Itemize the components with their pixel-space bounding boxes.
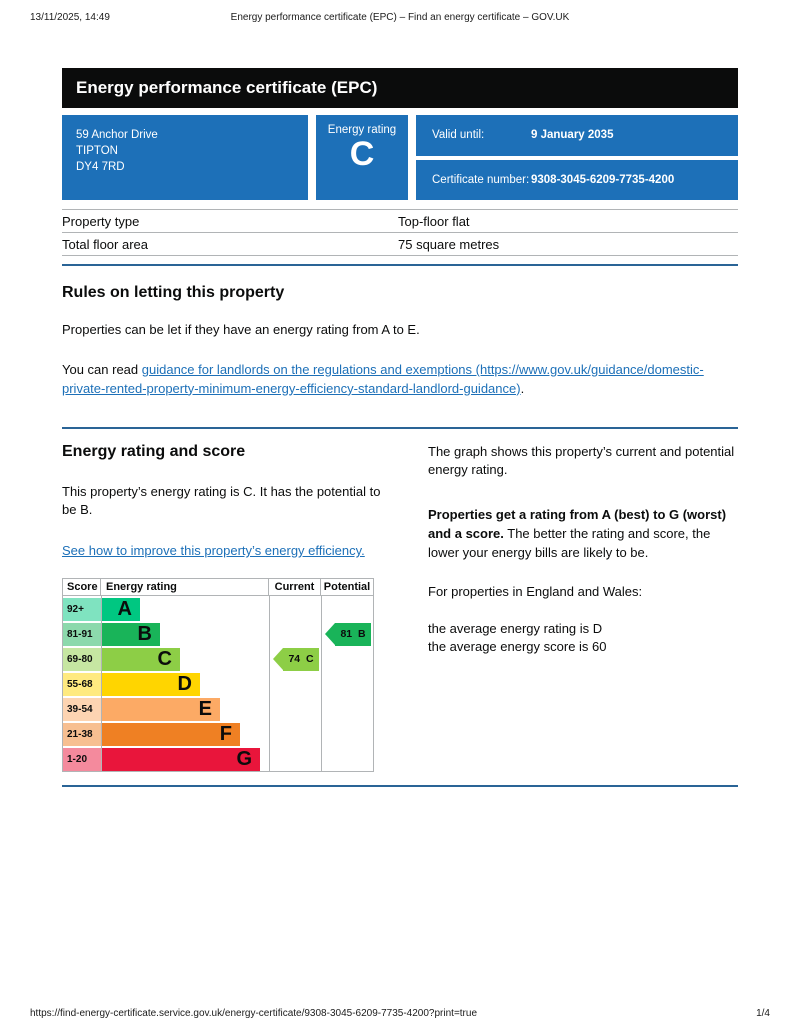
chart-column-score: Score: [63, 579, 101, 595]
address-line-1: 59 Anchor Drive: [76, 129, 158, 141]
rating-section-right: [428, 443, 738, 773]
floor-area-value: 75 square metres: [398, 236, 500, 252]
graph-explainer-paragraph: The graph shows this property’s current and potential energy rating.: [428, 443, 735, 478]
rating-section-left: [62, 443, 398, 773]
print-datetime: 13/11/2025, 14:49: [30, 12, 110, 23]
print-footer: [30, 1008, 770, 1019]
epc-band-row: [63, 748, 260, 771]
guidance-text-suffix: .: [520, 380, 525, 396]
page-title: Energy performance certificate (EPC): [62, 68, 738, 108]
epc-band-row: [63, 698, 220, 721]
epc-chart-body: [63, 596, 373, 771]
certificate-number-box: [416, 160, 738, 201]
print-header: [0, 12, 800, 23]
table-row: [62, 233, 738, 256]
england-wales-paragraph: For properties in England and Wales:: [428, 583, 643, 599]
epc-band-bar-a: A: [102, 598, 140, 621]
rating-scale-paragraph: [428, 506, 738, 563]
certificate-number-value: 9308-3045-6209-7735-4200: [531, 173, 675, 186]
current-rating-arrow: [273, 648, 319, 671]
rating-scale-rest-text: The better the rating and score, the lower your energy bills are likely to be.: [428, 526, 711, 560]
epc-band-score-range: 92+: [63, 598, 101, 621]
epc-band-score-range: 21-38: [63, 723, 101, 746]
epc-chart-header: [63, 579, 373, 596]
potential-rating-arrow: [325, 623, 371, 646]
epc-rating-chart: [62, 578, 374, 772]
property-type-label: Property type: [62, 213, 140, 229]
epc-band-bar-g: G: [102, 748, 260, 771]
print-page-title: Energy performance certificate (EPC) – Find an energy certificate – GOV.UK: [230, 12, 570, 23]
epc-band-row: [63, 623, 160, 646]
epc-band-row: [63, 598, 140, 621]
guidance-text-prefix: You can read: [62, 361, 142, 377]
epc-band-row: [63, 648, 180, 671]
chart-gridline: [321, 596, 322, 771]
valid-until-label: Valid until:: [432, 129, 485, 142]
chart-column-potential: Potential: [323, 581, 371, 594]
address-line-2: TIPTON: [76, 145, 118, 158]
certificate-number-label: Certificate number:: [432, 173, 530, 186]
epc-band-bar-e: E: [102, 698, 220, 721]
rating-scale-bold-text: Properties get a rating from A (best) to G (worst) and a score.: [428, 507, 727, 542]
certificate-summary: [62, 115, 738, 200]
property-type-value: Top-floor flat: [398, 213, 470, 229]
rules-section-heading: Rules on letting this property: [62, 284, 285, 301]
section-divider: [62, 264, 738, 266]
energy-rating-value: C: [349, 135, 375, 173]
epc-band-bar-b: B: [102, 623, 160, 646]
potential-rating-arrow-point: [325, 623, 335, 645]
epc-band-score-range: 81-91: [63, 623, 101, 646]
valid-until-value: 9 January 2035: [531, 129, 614, 142]
chart-column-current: Current: [269, 579, 321, 595]
section-divider: [62, 785, 738, 787]
epc-band-row: [63, 673, 200, 696]
floor-area-label: Total floor area: [62, 236, 148, 252]
epc-band-row: [63, 723, 240, 746]
epc-band-score-range: 55-68: [63, 673, 101, 696]
epc-band-bar-c: C: [102, 648, 180, 671]
valid-until-box: [416, 115, 738, 156]
print-footer-page-number: 1/4: [756, 1008, 770, 1019]
epc-band-bar-d: D: [102, 673, 200, 696]
address-line-3: DY4 7RD: [76, 161, 125, 174]
table-row: [62, 210, 738, 233]
print-footer-url: https://find-energy-certificate.service.gov.uk/energy-certificate/9308-3045-6209-7735-4200?print=true: [30, 1008, 478, 1019]
rating-section-heading: Energy rating and score: [62, 442, 246, 460]
property-details-table: [62, 209, 738, 256]
section-divider: [62, 427, 738, 429]
epc-band-score-range: 39-54: [63, 698, 101, 721]
improve-efficiency-link[interactable]: See how to improve this property’s energy efficiency.: [62, 543, 365, 559]
landlord-guidance-link[interactable]: guidance for landlords on the regulations and exemptions (https://www.gov.uk/guidance/domestic-private-rented-property-minimum-energy-efficiency-standard-landlord-guidance): [62, 361, 704, 396]
energy-rating-label: Energy rating: [327, 124, 397, 136]
certificate-meta: [416, 115, 738, 200]
average-rating-line: the average energy rating is D: [428, 620, 603, 636]
chart-column-energy-rating: Energy rating: [101, 579, 269, 595]
chart-gridline: [269, 596, 270, 771]
potential-rating-arrow-label: 81 B: [335, 623, 371, 646]
rules-guidance-paragraph: [62, 361, 738, 399]
energy-rating-box: [316, 115, 408, 200]
current-rating-arrow-point: [273, 648, 283, 670]
property-address: [62, 115, 308, 200]
epc-band-score-range: 69-80: [63, 648, 101, 671]
current-rating-arrow-label: 74 C: [283, 648, 319, 671]
rating-summary-paragraph: This property’s energy rating is C. It has the potential to be B.: [62, 483, 381, 518]
certificate-content: [62, 68, 738, 787]
rules-paragraph: Properties can be let if they have an energy rating from A to E.: [62, 322, 420, 337]
epc-band-score-range: 1-20: [63, 748, 101, 771]
rating-section: [62, 443, 738, 773]
epc-band-bar-f: F: [102, 723, 240, 746]
averages-paragraph: [428, 620, 738, 658]
average-score-line: the average energy score is 60: [428, 639, 607, 655]
